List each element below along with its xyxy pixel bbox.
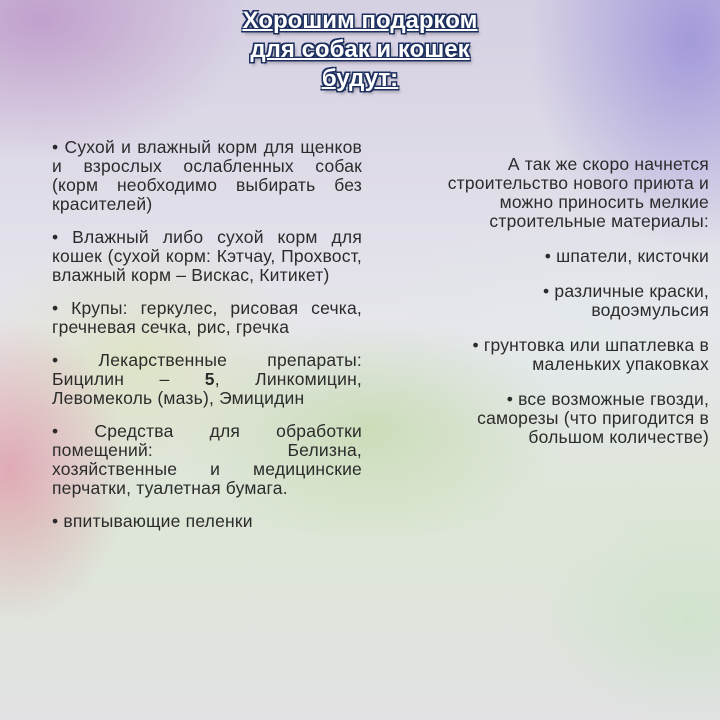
- list-item-grains: • Крупы: геркулес, рисовая сечка, гречневая сечка, рис, гречка: [52, 298, 362, 337]
- list-item-medicines: [52, 351, 362, 408]
- list-item-paints: • различные краски, водоэмульсия: [543, 281, 709, 320]
- list-item-cleaning: • Средства для обработки помещений: Белизна, хозяйственные и медицинские перчатки, туалетная бумага.: [52, 421, 362, 498]
- list-item-spatulas: • шпатели, кисточки: [544, 246, 709, 266]
- poster-title: [170, 6, 550, 93]
- list-item-pads: • впитывающие пеленки: [52, 511, 253, 531]
- title-line-2: для собак и кошек: [250, 36, 470, 63]
- medicines-number: 5: [204, 369, 215, 389]
- gift-items-list: [52, 138, 362, 545]
- list-item-primer: • грунтовка или шпатлевка в маленьких упаковках: [472, 335, 709, 374]
- list-item-dog-food: • Сухой и влажный корм для щенков и взрослых ослабленных собак (корм необходимо выбирать без красителей): [52, 137, 362, 214]
- list-item-cat-food: • Влажный либо сухой корм для кошек (сухой корм: Кэтчау, Прохвост, влажный корм – Вискас, Китикет): [52, 227, 362, 285]
- medicines-text-start: • Лекарственные препараты: Бицилин –: [52, 350, 362, 389]
- construction-intro: А так же скоро начнется строительство нового приюта и можно приносить мелкие строительные материалы:: [447, 154, 709, 231]
- title-line-3: будут:: [321, 65, 399, 92]
- construction-materials-section: [439, 155, 709, 463]
- list-item-nails: • все возможные гвозди, саморезы (что пригодится в большом количестве): [477, 389, 709, 447]
- medicines-text-end: , Линкомицин, Левомеколь (мазь), Эмицидин: [52, 369, 362, 408]
- title-line-1: Хорошим подарком: [242, 7, 478, 34]
